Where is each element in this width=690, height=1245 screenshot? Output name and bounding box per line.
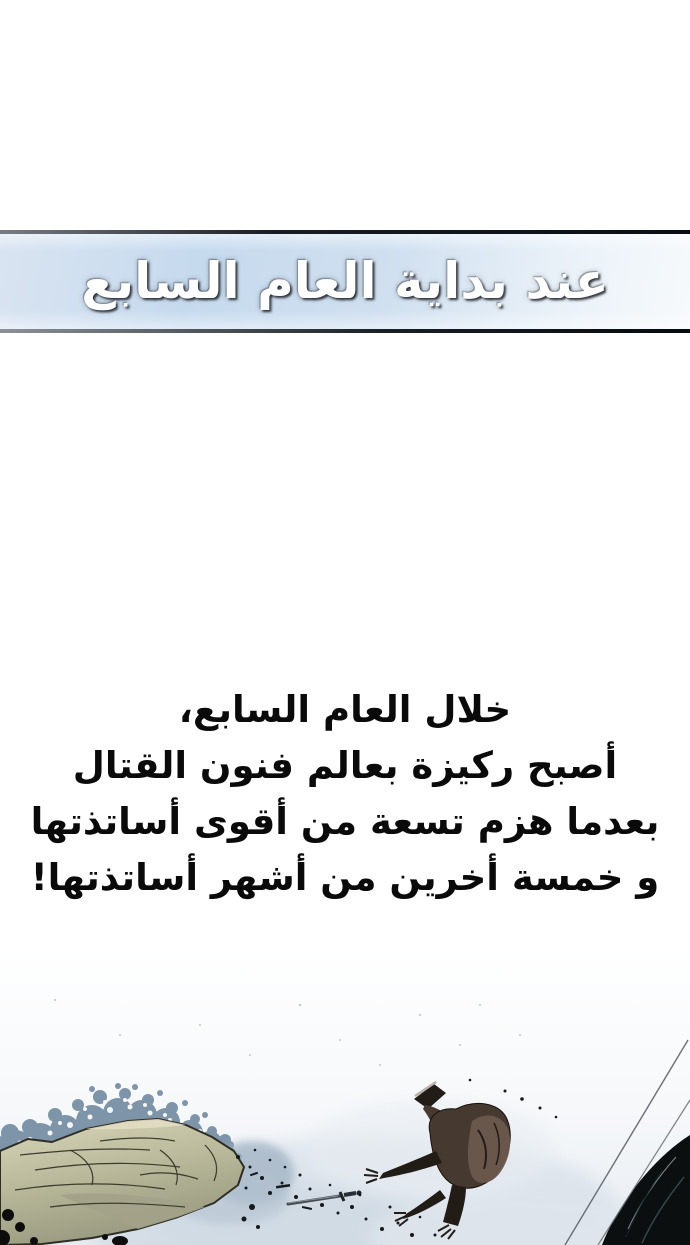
chapter-title-banner [0, 230, 690, 333]
narration-line-2: أصبح ركيزة بعالم فنون القتال [72, 744, 618, 787]
narration-line-4: و خمسة أخرين من أشهر أساتذتها! [30, 856, 660, 899]
narration-line-3: بعدما هزم تسعة من أقوى أساتذتها [30, 800, 660, 843]
narration-line-1: خلال العام السابع، [178, 688, 512, 731]
sword-grip [344, 1193, 356, 1195]
falling-scene-illustration [0, 945, 690, 1245]
narration-block [0, 682, 690, 906]
chapter-title: عند بداية العام السابع [81, 251, 609, 310]
